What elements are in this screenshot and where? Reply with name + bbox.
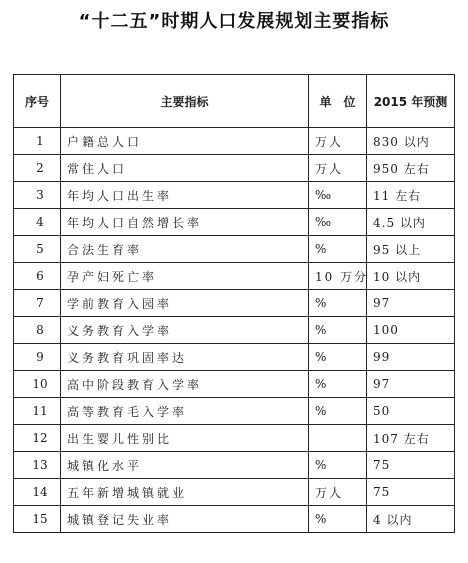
header-indicator: 主要指标 — [61, 75, 309, 128]
row-no: 5 — [14, 236, 61, 263]
row-unit: 10 万分 — [309, 263, 367, 290]
row-unit: % — [309, 452, 367, 479]
row-forecast: 75 — [367, 452, 455, 479]
header-unit: 单 位 — [309, 75, 367, 128]
table-body — [14, 128, 455, 533]
row-indicator: 高等教育毛入学率 — [61, 398, 309, 425]
table-header-row — [14, 75, 455, 128]
table-row — [14, 452, 455, 479]
row-no: 1 — [14, 128, 61, 155]
table-row — [14, 398, 455, 425]
row-unit: ‰ — [309, 182, 367, 209]
row-indicator: 户籍总人口 — [61, 128, 309, 155]
row-unit: % — [309, 290, 367, 317]
row-unit: % — [309, 344, 367, 371]
row-indicator: 年均人口出生率 — [61, 182, 309, 209]
table-row — [14, 263, 455, 290]
page-title: “十二五”时期人口发展规划主要指标 — [78, 11, 390, 32]
row-no: 10 — [14, 371, 61, 398]
row-unit: ‰ — [309, 209, 367, 236]
row-forecast: 107 左右 — [367, 425, 455, 452]
row-indicator: 义务教育巩固率达 — [61, 344, 309, 371]
row-no: 13 — [14, 452, 61, 479]
table-row — [14, 479, 455, 506]
row-forecast: 95 以上 — [367, 236, 455, 263]
table-row — [14, 155, 455, 182]
row-unit: 万人 — [309, 155, 367, 182]
row-indicator: 常住人口 — [61, 155, 309, 182]
row-unit: % — [309, 506, 367, 533]
table-row — [14, 236, 455, 263]
row-no: 9 — [14, 344, 61, 371]
header-no: 序号 — [14, 75, 61, 128]
row-forecast: 10 以内 — [367, 263, 455, 290]
row-indicator: 孕产妇死亡率 — [61, 263, 309, 290]
row-unit: 万人 — [309, 479, 367, 506]
table-row — [14, 344, 455, 371]
row-indicator: 年均人口自然增长率 — [61, 209, 309, 236]
table-row — [14, 128, 455, 155]
table-row — [14, 425, 455, 452]
row-no: 11 — [14, 398, 61, 425]
row-no: 3 — [14, 182, 61, 209]
table-row — [14, 209, 455, 236]
row-no: 4 — [14, 209, 61, 236]
row-no: 2 — [14, 155, 61, 182]
row-forecast: 75 — [367, 479, 455, 506]
row-forecast: 50 — [367, 398, 455, 425]
row-indicator: 城镇登记失业率 — [61, 506, 309, 533]
row-forecast: 99 — [367, 344, 455, 371]
table-row — [14, 506, 455, 533]
row-forecast: 4 以内 — [367, 506, 455, 533]
row-indicator: 学前教育入园率 — [61, 290, 309, 317]
row-indicator: 义务教育入学率 — [61, 317, 309, 344]
row-no: 7 — [14, 290, 61, 317]
row-indicator: 五年新增城镇就业 — [61, 479, 309, 506]
row-indicator: 城镇化水平 — [61, 452, 309, 479]
row-unit: % — [309, 371, 367, 398]
table-row — [14, 182, 455, 209]
row-forecast: 950 左右 — [367, 155, 455, 182]
row-forecast: 11 左右 — [367, 182, 455, 209]
row-indicator: 高中阶段教育入学率 — [61, 371, 309, 398]
row-no: 8 — [14, 317, 61, 344]
row-unit: % — [309, 398, 367, 425]
row-no: 15 — [14, 506, 61, 533]
row-unit — [309, 425, 367, 452]
row-forecast: 4.5 以内 — [367, 209, 455, 236]
row-forecast: 97 — [367, 371, 455, 398]
row-forecast: 97 — [367, 290, 455, 317]
row-forecast: 830 以内 — [367, 128, 455, 155]
row-unit: % — [309, 317, 367, 344]
row-unit: 万人 — [309, 128, 367, 155]
row-indicator: 合法生育率 — [61, 236, 309, 263]
table-row — [14, 290, 455, 317]
row-no: 12 — [14, 425, 61, 452]
header-forecast: 2015 年预测 — [367, 75, 455, 128]
indicators-table — [13, 74, 455, 533]
row-unit: % — [309, 236, 367, 263]
row-forecast: 100 — [367, 317, 455, 344]
row-no: 6 — [14, 263, 61, 290]
row-no: 14 — [14, 479, 61, 506]
table-row — [14, 317, 455, 344]
row-indicator: 出生婴儿性别比 — [61, 425, 309, 452]
table-row — [14, 371, 455, 398]
